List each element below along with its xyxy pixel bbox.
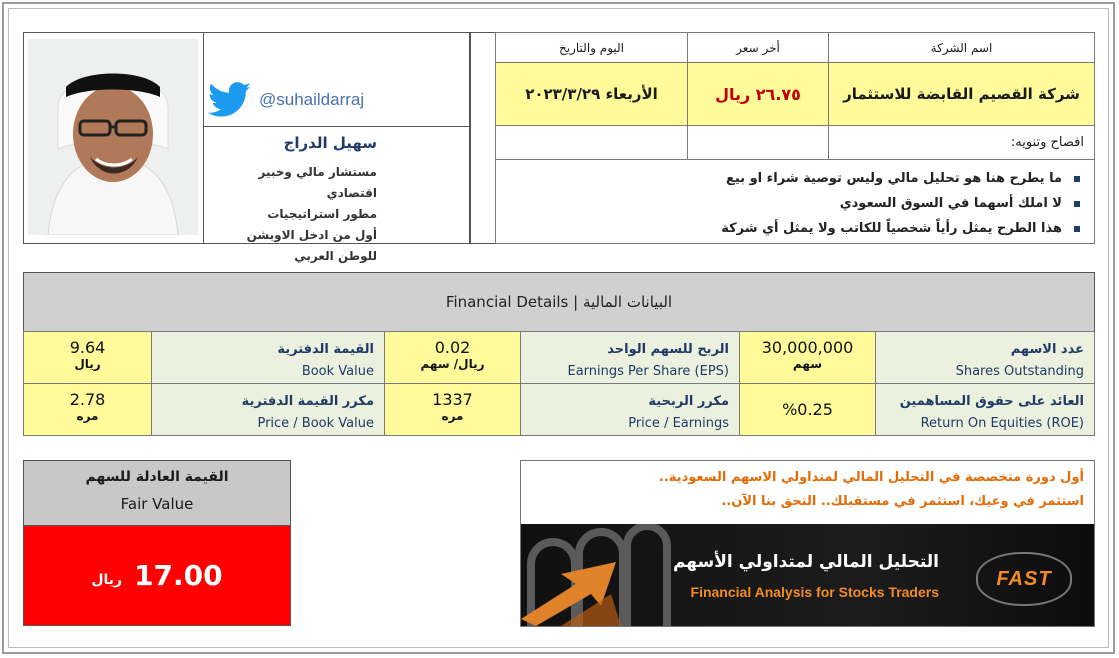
metric-label-pe: مكرر الربحية Price / Earnings: [520, 383, 740, 436]
profile-line-2: مطور استراتيجيات: [267, 207, 377, 221]
metric-value-roe: %0.25: [739, 383, 876, 436]
ad-banner-title-ar: التحليل المالي لمتداولي الأسهم: [672, 552, 939, 572]
profile-bio: [207, 130, 377, 263]
ad-banner-title-en: Financial Analysis for Stocks Traders: [690, 584, 939, 600]
profile-line-1: مستشار مالي وخبير اقتصادي: [258, 165, 377, 200]
date-cell: [495, 62, 688, 126]
last-price: ٢٦.٧٥ ريال: [715, 84, 801, 104]
date-label: اليوم والتاريخ: [559, 40, 624, 55]
twitter-icon: [207, 82, 253, 118]
disclaimer-item-2: لا املك أسهما في السوق السعودي: [496, 191, 1080, 216]
spacer-column: [470, 32, 496, 244]
ad-line-1: أول دورة متخصصة في التحليل المالي لمتداولي الاسهم السعودية..: [658, 470, 1084, 485]
ad-banner[interactable]: [521, 524, 1094, 626]
metric-value-shares: 30,000,000 سهم: [739, 331, 876, 384]
avatar: [28, 39, 198, 235]
metric-value-pb: 2.78 مره: [23, 383, 152, 436]
disclaimer-empty-2: [495, 125, 688, 160]
company-label: اسم الشركة: [930, 40, 993, 55]
profile-divider: [203, 32, 204, 244]
bullet-icon: [1074, 176, 1080, 182]
price-cell: [687, 62, 829, 126]
metric-label-roe: العائد على حقوق المساهمين Return On Equities (ROE): [875, 383, 1095, 436]
metric-label-book-value: القيمة الدفترية Book Value: [151, 331, 385, 384]
ad-line-2: استثمر في وعيك، استثمر في مستقبلك.. التحق بنا الآن..: [721, 494, 1084, 509]
metric-value-book-value: 9.64 ريال: [23, 331, 152, 384]
twitter-handle[interactable]: @suhaildarraj: [259, 90, 365, 109]
financials-title: Financial Details | البيانات المالية: [445, 293, 673, 311]
disclaimer-item-1: ما يطرح هنا هو تحليل مالي وليس توصية شراء او بيع: [496, 166, 1080, 191]
twitter-row[interactable]: [207, 78, 407, 122]
metric-label-eps: الربح للسهم الواحد Earnings Per Share (EPS): [520, 331, 740, 384]
disclaimer-title: افصاح وتنويه:: [1010, 135, 1084, 150]
fair-value-unit: ريال: [91, 571, 123, 588]
fair-value-box: [23, 525, 291, 626]
company-name-cell: [828, 62, 1095, 126]
ad-arrow-graphic: [521, 524, 681, 626]
profile-line-3: أول من ادخل الاوبشن للوطن العربي: [246, 228, 377, 263]
fair-value-amount: 17.00: [134, 559, 223, 592]
metric-label-shares: عدد الاسهم Shares Outstanding: [875, 331, 1095, 384]
price-label-cell: [687, 32, 829, 63]
bullet-icon: [1074, 226, 1080, 232]
date-label-cell: [495, 32, 688, 63]
disclaimer-title-cell: [828, 125, 1095, 160]
disclaimer-empty-1: [687, 125, 829, 160]
disclaimer-list: [495, 159, 1095, 244]
fair-value-title-en: Fair Value: [120, 495, 194, 513]
profile-hdivider: [203, 126, 470, 127]
financials-title-bar: [23, 272, 1095, 332]
ad-text: [524, 466, 1084, 514]
metric-value-pe: 1337 مره: [384, 383, 521, 436]
company-label-cell: [828, 32, 1095, 63]
company-name: شركة القصيم القابضة للاستثمار: [843, 85, 1080, 103]
metric-value-eps: 0.02 ريال/ سهم: [384, 331, 521, 384]
fair-value-title-ar: القيمة العادلة للسهم: [85, 469, 229, 485]
metric-label-pb: مكرر القيمة الدفترية Price / Book Value: [151, 383, 385, 436]
bullet-icon: [1074, 201, 1080, 207]
fair-value-header: [23, 460, 291, 526]
date-value: الأربعاء ٢٠٢٣/٣/٢٩: [525, 85, 658, 103]
profile-name: سهيل الدراج: [283, 134, 377, 152]
price-label: أخر سعر: [736, 40, 780, 55]
fast-logo: FAST: [976, 552, 1072, 606]
disclaimer-item-3: هذا الطرح يمثل رأياً شخصياً للكاتب ولا يمثل أي شركة: [496, 216, 1080, 241]
